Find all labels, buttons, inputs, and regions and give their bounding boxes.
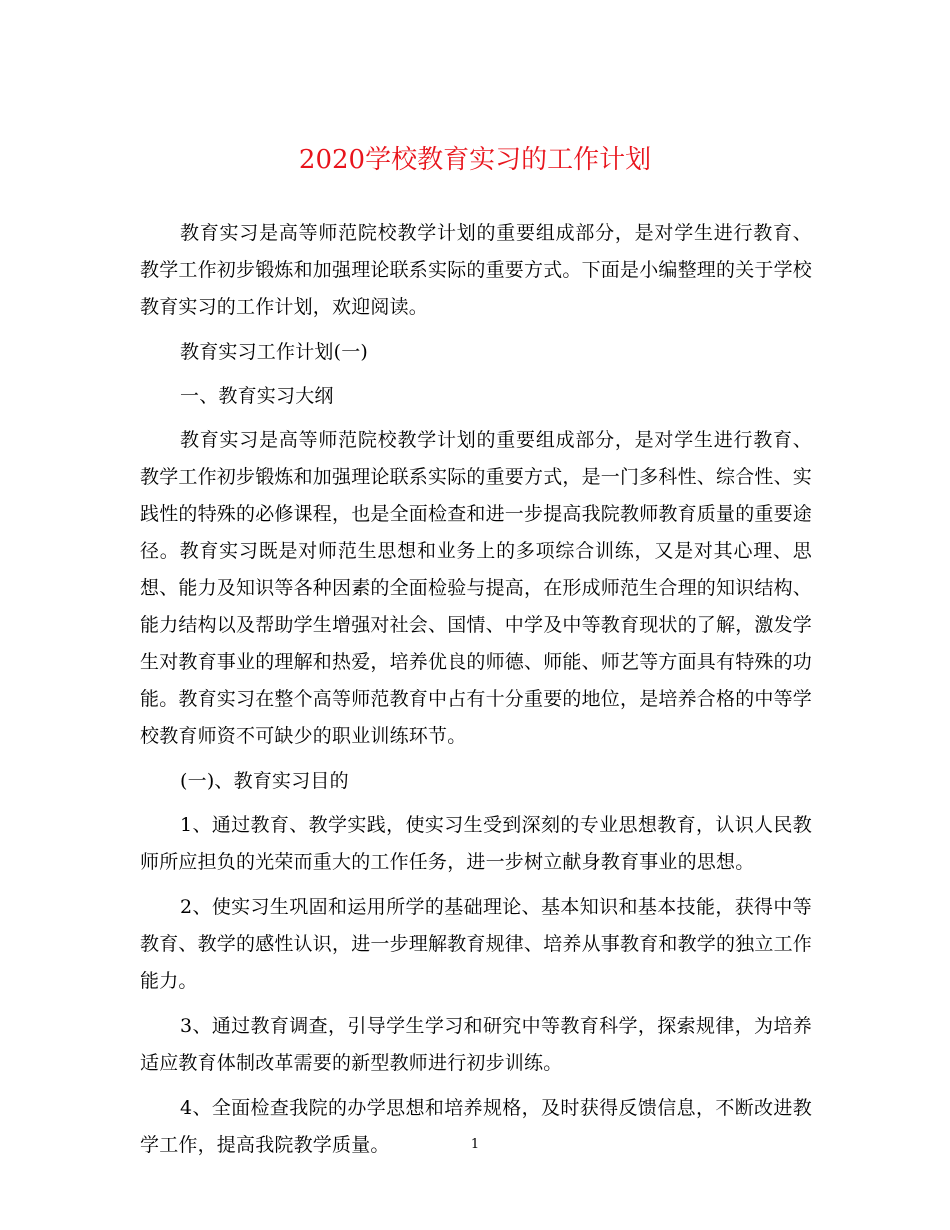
intro-paragraph: 教育实习是高等师范院校教学计划的重要组成部分，是对学生进行教育、教学工作初步锻炼和加强理论联系实际的重要方式。下面是小编整理的关于学校教育实习的工作计划，欢迎阅读。 — [140, 222, 813, 318]
page-number: 1 — [470, 1137, 480, 1152]
section-heading-outline: 一、教育实习大纲 — [180, 385, 334, 407]
purpose-item-4: 4、全面检查我院的办学思想和培养规格，及时获得反馈信息，不断改进教学工作，提高我院教学质量。 — [140, 1097, 812, 1156]
document-body — [140, 215, 812, 1172]
plan-heading: 教育实习工作计划(一) — [180, 341, 369, 363]
document-title: 2020学校教育实习的工作计划 — [298, 145, 652, 175]
purpose-item-3: 3、通过教育调查，引导学生学习和研究中等教育科学，探索规律，为培养适应教育体制改革需要的新型教师进行初步训练。 — [140, 1015, 812, 1074]
outline-paragraph: 教育实习是高等师范院校教学计划的重要组成部分，是对学生进行教育、教学工作初步锻炼和加强理论联系实际的重要方式，是一门多科性、综合性、实践性的特殊的必修课程，也是全面检查和进一步提高我院教师教育质量的重要途径。教育实习既是对师范生思想和业务上的多项综合训练，又是对其心理、思想、能力及知识等各种因素的全面检验与提高，在形成师范生合理的知识结构、能力结构以及帮助学生增强对社会、国情、中学及中等教育现状的了解，激发学生对教育事业的理解和热爱，培养优良的师德、师能、师艺等方面具有特殊的功能。教育实习在整个高等师范教育中占有十分重要的地位，是培养合格的中等学校教育师资不可缺少的职业训练环节。 — [140, 429, 813, 747]
purpose-item-1: 1、通过教育、教学实践，使实习生受到深刻的专业思想教育，认识人民教师所应担负的光荣而重大的工作任务，进一步树立献身教育事业的思想。 — [140, 814, 812, 873]
purpose-item-2: 2、使实习生巩固和运用所学的基础理论、基本知识和基本技能，获得中等教育、教学的感性认识，进一步理解教育规律、培养从事教育和教学的独立工作能力。 — [140, 896, 813, 992]
subsection-heading-purpose: (一)、教育实习目的 — [180, 770, 349, 792]
